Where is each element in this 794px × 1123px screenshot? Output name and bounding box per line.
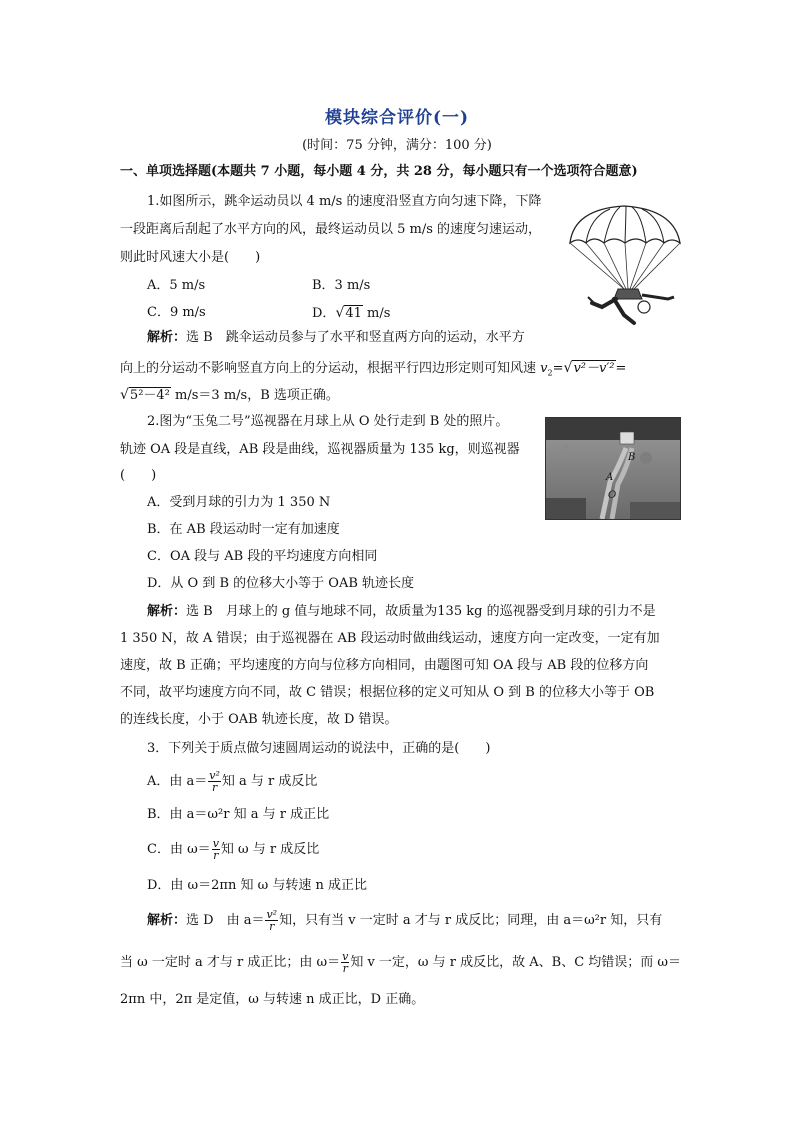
q3-solution-num1: v² bbox=[266, 908, 278, 921]
parachutist-illustration bbox=[566, 203, 684, 331]
q2-stem-line3: ( ) bbox=[120, 468, 157, 483]
photo-label-o: O bbox=[608, 490, 617, 501]
q2-solution-line4: 不同，故平均速度方向不同，故 C 错误；根据位移的定义可知从 O 到 B 的位移大小等于 OB bbox=[120, 685, 655, 700]
q1-stem-line3: 则此时风速大小是( ) bbox=[120, 250, 261, 265]
q2-stem-line2: 轨迹 OA 段是直线，AB 段是曲线，巡视器质量为 135 kg，则巡视器 bbox=[120, 442, 520, 457]
q3-option-d: D．由 ω＝2πn 知 ω 与转速 n 成正比 bbox=[147, 878, 367, 893]
q3-solution-den2: r bbox=[342, 962, 348, 975]
q3-stem: 3．下列关于质点做匀速圆周运动的说法中，正确的是( ) bbox=[147, 741, 491, 756]
q3-option-a-den: r bbox=[211, 781, 218, 794]
q2-option-b: B．在 AB 段运动时一定有加速度 bbox=[147, 522, 340, 537]
q3-solution-line2 bbox=[120, 951, 681, 975]
q1-solution-radical2: 5²－4² bbox=[129, 388, 170, 403]
q2-stem-line1: 2.图为“玉兔二号”巡视器在月球上从 O 处行走到 B 处的照片。 bbox=[147, 414, 509, 429]
q1-option-b: B．3 m/s bbox=[312, 278, 371, 293]
q1-solution-text1: 选 B 跳伞运动员参与了水平和竖直两方向的运动，水平方 bbox=[186, 330, 525, 345]
q3-option-a-post: 知 a 与 r 成反比 bbox=[221, 774, 318, 789]
q1-solution-v2-sub: 2 bbox=[547, 368, 553, 378]
q3-solution-post1: 知，只有当 v 一定时 a 才与 r 成反比；同理，由 a＝ω²r 知，只有 bbox=[279, 913, 663, 928]
q2-option-c: C．OA 段与 AB 段的平均速度方向相同 bbox=[147, 549, 378, 564]
q3-option-a-fraction bbox=[208, 770, 221, 793]
q3-solution-pre1: 选 D 由 a＝ bbox=[186, 913, 265, 928]
q3-option-c-den: r bbox=[213, 849, 219, 862]
q1-solution-label: 解析： bbox=[147, 330, 187, 345]
q2-solution-label: 解析： bbox=[147, 604, 187, 619]
q2-solution-line2: 1 350 N，故 A 错误；由于巡视器在 AB 段运动时做曲线运动，速度方向一定改变，一定有加 bbox=[120, 631, 660, 646]
q1-solution-v2: v bbox=[540, 361, 548, 376]
q1-solution-line3: √5²－4² m/s＝3 m/s，B 选项正确。 bbox=[120, 387, 339, 403]
q3-option-c bbox=[147, 838, 319, 862]
q3-solution-line1 bbox=[147, 909, 662, 933]
q1-option-d: D．√41 m/s bbox=[312, 305, 391, 321]
q3-option-a-num: v² bbox=[209, 769, 220, 782]
q1-stem-line2: 一段距离后刮起了水平方向的风，最终运动员以 5 m/s 的速度匀速运动， bbox=[120, 222, 542, 237]
section-heading: 一、单项选择题(本题共 7 小题，每小题 4 分，共 28 分，每小题只有一个选项符合题意) bbox=[120, 164, 638, 179]
q1-solution-text2: 向上的分运动不影响竖直方向上的分运动，根据平行四边形定则可知风速 bbox=[120, 361, 537, 376]
q1-option-d-unit: m/s bbox=[367, 306, 391, 321]
q1-option-a: A．5 m/s bbox=[147, 278, 206, 293]
q2-solution-line3: 速度，故 B 正确；平均速度的方向与位移方向相同，由题图可知 OA 段与 AB 段的位移方向 bbox=[120, 658, 649, 673]
q3-option-c-post: 知 ω 与 r 成反比 bbox=[220, 842, 320, 857]
q1-solution-eq: = bbox=[552, 361, 564, 376]
q3-option-c-pre: C．由 ω＝ bbox=[147, 842, 211, 857]
q3-solution-pre2: 当 ω 一定时 a 才与 r 成正比；由 ω＝ bbox=[120, 955, 341, 970]
q1-option-c: C．9 m/s bbox=[147, 305, 206, 320]
photo-label-a: A bbox=[606, 472, 614, 483]
q2-option-a: A．受到月球的引力为 1 350 N bbox=[147, 495, 331, 510]
q1-option-d-prefix: D． bbox=[312, 306, 336, 321]
q3-solution-num2: v bbox=[342, 950, 349, 963]
q3-solution-den1: r bbox=[269, 920, 275, 933]
q2-solution-line5: 的连线长度，小于 OAB 轨迹长度，故 D 错误。 bbox=[120, 712, 398, 727]
q3-solution-post2: 知 v 一定，ω 与 r 成反比，故 A、B、C 均错误；而 ω＝ bbox=[350, 955, 682, 970]
q1-stem-line1: 1.如图所示，跳伞运动员以 4 m/s 的速度沿竖直方向匀速下降，下降 bbox=[147, 194, 542, 209]
q3-solution-line3: 2πn 中，2π 是定值，ω 与转速 n 成正比，D 正确。 bbox=[120, 992, 425, 1007]
q1-solution-text3: m/s＝3 m/s，B 选项正确。 bbox=[175, 388, 339, 403]
q3-solution-label: 解析： bbox=[147, 913, 187, 928]
q3-solution-fraction2 bbox=[341, 951, 349, 974]
q1-solution-line1 bbox=[147, 329, 525, 347]
q1-solution-line2: 向上的分运动不影响竖直方向上的分运动，根据平行四边形定则可知风速 $v_2=√v^2-v'^2=$ bbox=[120, 360, 627, 378]
q2-solution-text1: 选 B 月球上的 g 值与地球不同，故质量为135 kg 的巡视器受到月球的引力不是 bbox=[186, 604, 656, 619]
q3-solution-fraction1 bbox=[265, 909, 278, 932]
q3-option-a-pre: A．由 a＝ bbox=[147, 774, 208, 789]
q3-option-b: B．由 a＝ω²r 知 a 与 r 成正比 bbox=[147, 807, 330, 822]
q2-solution-line1 bbox=[147, 603, 656, 621]
page-title: 模块综合评价(一) bbox=[324, 108, 470, 128]
q3-option-c-num: v bbox=[212, 837, 219, 850]
q1-solution-eq2: = bbox=[615, 361, 627, 376]
q1-option-d-radicand: 41 bbox=[345, 306, 362, 321]
q3-option-c-fraction bbox=[212, 838, 220, 861]
photo-label-b: B bbox=[628, 452, 636, 463]
q2-option-d: D．从 O 到 B 的位移大小等于 OAB 轨迹长度 bbox=[147, 576, 415, 591]
exam-info: (时间：75 分钟，满分：100 分) bbox=[302, 138, 492, 153]
rover-photo bbox=[545, 417, 681, 520]
q1-solution-radical1: v²－v′² bbox=[573, 361, 615, 376]
q3-option-a bbox=[147, 770, 317, 794]
